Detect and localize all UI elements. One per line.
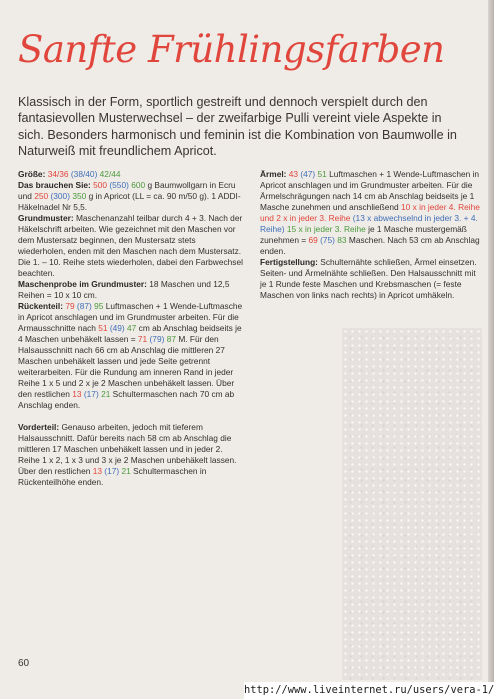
finishing-paragraph: Fertigstellung: Schulternähte schließen, Ärmel einsetzen. Seiten- und Ärmelnähte schließen. Den Halsausschnitt mit je 1 Runde feste Maschen und Krebsmaschen (= feste Maschen von links nach rechts) in Apricot umhäkeln. — [260, 257, 477, 301]
source-url-watermark[interactable]: http://www.liveinternet.ru/users/vera-1/ — [244, 682, 494, 699]
page-number: 60 — [18, 658, 30, 669]
page-spine — [488, 0, 494, 699]
size-line: Größe: 34/36 (38/40) 42/44 — [18, 169, 121, 179]
gauge-paragraph: Maschenprobe im Grundmuster: 18 Maschen und 12,5 Reihen = 10 x 10 cm. — [18, 279, 230, 301]
back-piece-paragraph: Rückenteil: 79 (87) 95 Luftmaschen + 1 Wende-Luftmasche in Apricot anschlagen und im Grundmuster arbeiten. Für die Armausschnitte nach 51 (49) 47 cm ab Anschlag beidseits je 4 Maschen unbehäkelt lassen = 71 (79) 87 M. Für den Halsausschnitt nach 66 cm ab Anschlag die mittleren 27 Maschen unbehäkelt lassen und jede Seite getrennt weiterarbeiten. Für die Rundung am inneren Rand in jeder Reihe 1 x 5 und 2 x je 2 Maschen unbehäkelt lassen. Über den restlichen 13 (17) 21 Schultermaschen nach 70 cm ab Anschlag enden. — [18, 301, 243, 411]
sweater-texture-image — [342, 328, 482, 680]
intro-paragraph: Klassisch in der Form, sportlich gestreift und dennoch verspielt durch den fantasievollen Musterwechsel – der zweifarbige Pulli vereint viele Aspekte in sich. Besonders harmonisch und feminin ist die Kombination von Baumwolle in Naturweiß mit freundlichem Apricot. — [18, 95, 457, 158]
pattern-paragraph: Grundmuster: Maschenanzahl teilbar durch 4 + 3. Nach der Häkelschrift arbeiten. Wie gezeichnet mit den Maschen vor dem Mustersatz beginnen, den Mustersatz stets wiederholen, enden mit den Maschen nach dem Mustersatz. Die 1. – 10. Reihe stets wiederholen, dabei den Farbwechsel beachten. — [18, 213, 243, 279]
sleeve-paragraph: Ärmel: 43 (47) 51 Luftmaschen + 1 Wende-Luftmaschen in Apricot anschlagen und im Grundmuster arbeiten. Für die Ärmelschrägungen nach 14 cm ab Anschlag beidseits je 1 Masche zunehmen und anschließend 10 x in jeder 4. Reihe und 2 x in jeder 3. Reihe (13 x abwechselnd in jeder 3. + 4. Reihe) 15 x in jeder 3. Reihe je 1 Masche mustergemäß zunehmen = 69 (75) 83 Maschen. Nach 53 cm ab Anschlag enden. — [260, 169, 480, 257]
instructions-left-column — [18, 169, 244, 488]
front-piece-paragraph: Vorderteil: Genauso arbeiten, jedoch mit tieferem Halsausschnitt. Dafür bereits nach 58 cm ab Anschlag die mittleren 17 Maschen unbehäkelt lassen und in jeder 2. Reihe 1 x 2, 1 x 3 und 3 x je 2 Maschen unbehäkelt lassen. Über den restlichen 13 (17) 21 Schultermaschen in Rückenteilhöhe enden. — [18, 422, 237, 488]
page-title: Sanfte Frühlingsfarben — [18, 28, 445, 71]
materials-paragraph: Das brauchen Sie: 500 (550) 600 g Baumwollgarn in Ecru und 250 (300) 350 g in Apricot (LL = ca. 90 m/50 g). 1 ADDI-Häkelnadel Nr 5,5. — [18, 180, 241, 213]
instructions-right-column — [260, 169, 484, 301]
